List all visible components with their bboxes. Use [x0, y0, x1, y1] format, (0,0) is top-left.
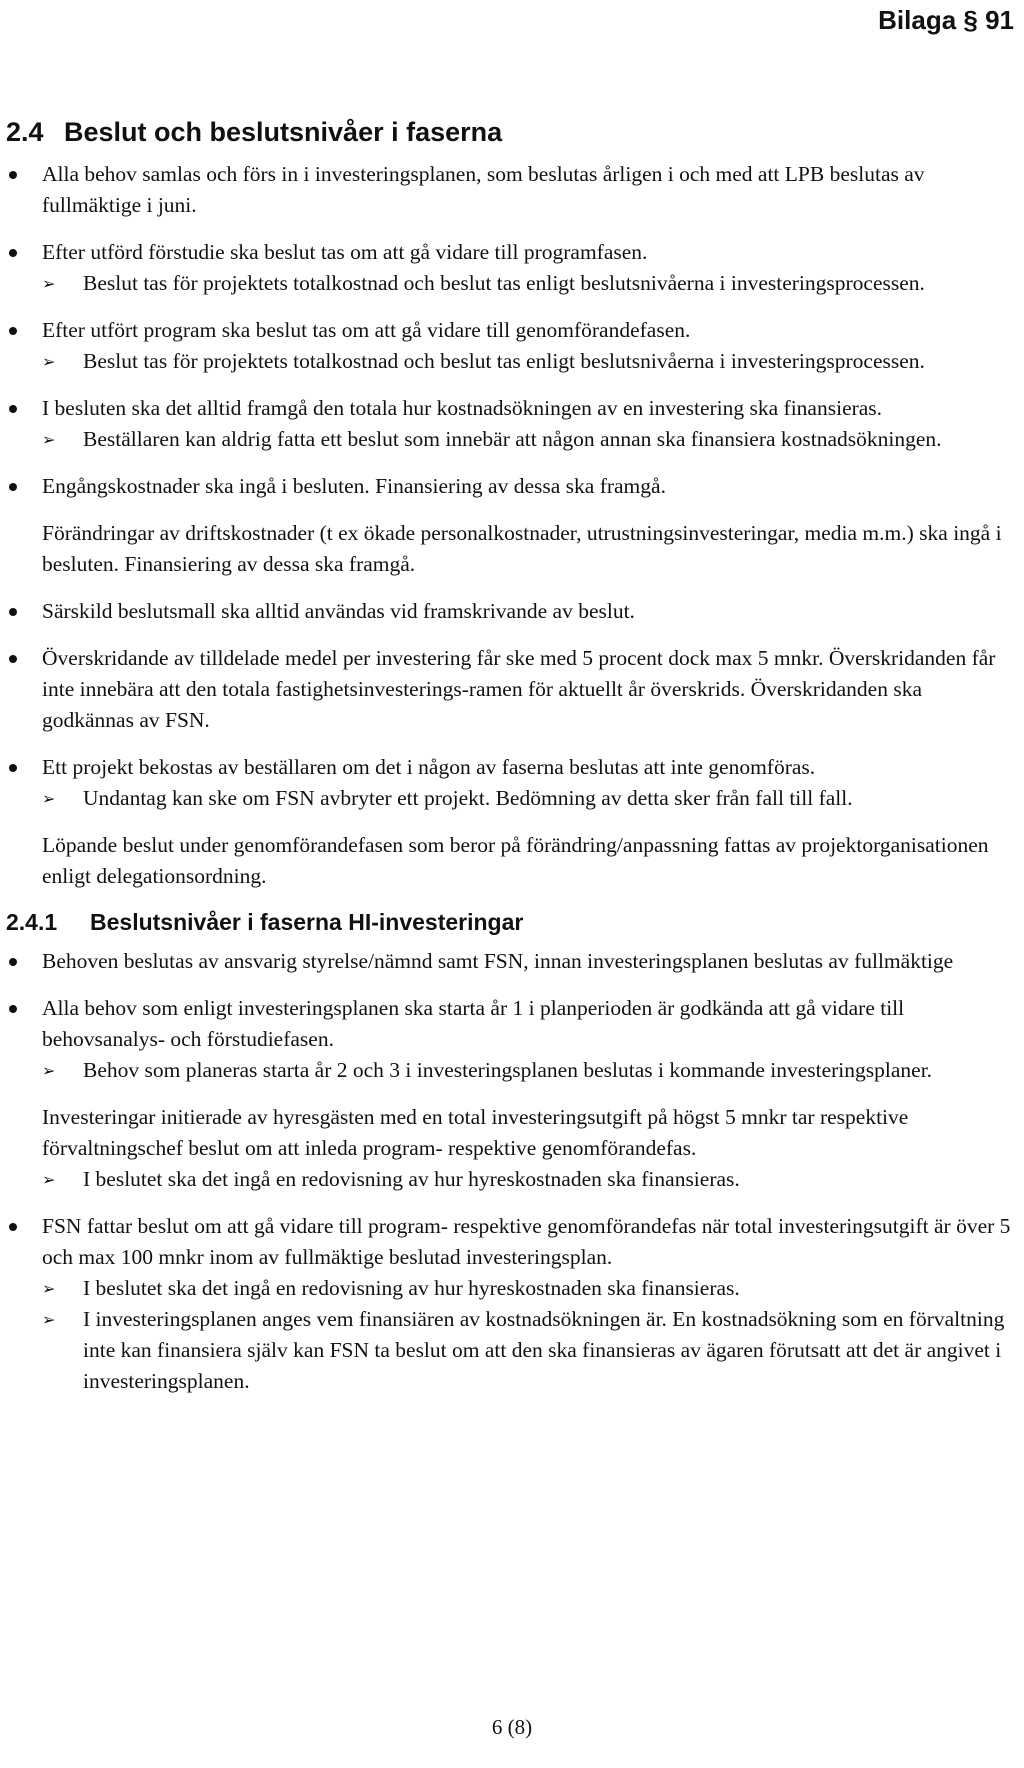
arrow-bullet-icon: ➢ [42, 789, 56, 808]
sub-list-item [0, 268, 1024, 299]
sub-list-item [0, 346, 1024, 377]
arrow-bullet-icon: ➢ [42, 1279, 56, 1298]
paragraph-text: Investeringar initierade av hyresgästen med en total investeringsutgift på högst 5 mnkr tar respektive förvaltningschef beslut om att inleda program- respektive genomförandefas. [42, 1105, 909, 1160]
arrow-bullet-icon: ➢ [42, 430, 56, 449]
sub-list-item-text: Beslut tas för projektets totalkostnad och beslut tas enligt beslutsnivåerna i investeringsprocessen. [83, 349, 925, 373]
list-item-text: I besluten ska det alltid framgå den totala hur kostnadsökningen av en investering ska finansieras. [42, 396, 883, 420]
list-item-text: Alla behov samlas och förs in i investeringsplanen, som beslutas årligen i och med att LPB beslutas av fullmäktige i juni. [42, 162, 925, 217]
list-item-text: Efter utförd förstudie ska beslut tas om att gå vidare till programfasen. [42, 240, 648, 264]
list-item-text: Engångskostnader ska ingå i besluten. Finansiering av dessa ska framgå. [42, 474, 666, 498]
sub-list-item-text: Behov som planeras starta år 2 och 3 i investeringsplanen beslutas i kommande investeringsplaner. [83, 1058, 933, 1082]
bullet-icon [9, 1223, 17, 1231]
section-heading [6, 112, 1024, 152]
list-item-text: Behoven beslutas av ansvarig styrelse/nämnd samt FSN, innan investeringsplanen beslutas av fullmäktige [42, 949, 954, 973]
sub-list-item [0, 424, 1024, 455]
paragraph-text: Förändringar av driftskostnader (t ex ökade personalkostnader, utrustningsinvesteringar, media m.m.) ska ingå i besluten. Finansiering av dessa ska framgå. [42, 521, 1002, 576]
sub-list-item-text: I investeringsplanen anges vem finansiären av kostnadsökningen är. En kostnadsökning som en förvaltning inte kan finansiera själv kan FSN ta beslut om att den ska finansieras av ägaren förutsatt att det är angivet i investeringsplanen. [83, 1307, 1005, 1393]
list-item-text: Alla behov som enligt investeringsplanen ska starta år 1 i planperioden är godkända att gå vidare till behovsanalys- och förstudiefasen. [42, 996, 905, 1051]
arrow-bullet-icon: ➢ [42, 1310, 56, 1329]
bullet-icon [9, 655, 17, 663]
subsection-number: 2.4.1 [6, 909, 58, 935]
sub-list-item [0, 1304, 1024, 1397]
bullet-icon [9, 1005, 17, 1013]
list-item [0, 752, 1024, 783]
paragraph [0, 1102, 1024, 1164]
list-item [0, 596, 1024, 627]
paragraph [0, 830, 1024, 892]
bullet-icon [9, 608, 17, 616]
list-item-text: Särskild beslutsmall ska alltid användas vid framskrivande av beslut. [42, 599, 635, 623]
list-item [0, 237, 1024, 268]
list-item [0, 993, 1024, 1055]
list-item [0, 393, 1024, 424]
sub-list-item [0, 783, 1024, 814]
list-item [0, 643, 1024, 736]
list-item-text: Efter utfört program ska beslut tas om att gå vidare till genomförandefasen. [42, 318, 691, 342]
sub-list-item-text: I beslutet ska det ingå en redovisning av hur hyreskostnaden ska finansieras. [83, 1276, 740, 1300]
sub-list-item [0, 1273, 1024, 1304]
paragraph-text: Löpande beslut under genomförandefasen som beror på förändring/anpassning fattas av projektorganisationen enligt delegationsordning. [42, 833, 989, 888]
list-item [0, 946, 1024, 977]
bullet-icon [9, 958, 17, 966]
section-number: 2.4 [6, 117, 44, 147]
bullet-icon [9, 327, 17, 335]
bullet-icon [9, 249, 17, 257]
bullet-icon [9, 764, 17, 772]
sub-list-item-text: I beslutet ska det ingå en redovisning av hur hyreskostnaden ska finansieras. [83, 1167, 740, 1191]
list-item-text: Överskridande av tilldelade medel per investering får ske med 5 procent dock max 5 mnkr. Överskridanden får inte innebära att den totala fastighetsinvesterings-ramen för aktuellt år överskrids. Överskridanden ska godkännas av FSN. [42, 646, 996, 732]
sub-list-item [0, 1164, 1024, 1195]
sub-list-item-text: Beslut tas för projektets totalkostnad och beslut tas enligt beslutsnivåerna i investeringsprocessen. [83, 271, 925, 295]
list-item [0, 1211, 1024, 1273]
arrow-bullet-icon: ➢ [42, 1061, 56, 1080]
bullet-icon [9, 171, 17, 179]
subsection-heading [6, 904, 1024, 940]
list-item [0, 471, 1024, 502]
sub-list-item [0, 1055, 1024, 1086]
list-item [0, 159, 1024, 221]
arrow-bullet-icon: ➢ [42, 274, 56, 293]
bullet-icon [9, 405, 17, 413]
appendix-label: Bilaga § 91 [878, 5, 1014, 35]
bullet-icon [9, 483, 17, 491]
paragraph [0, 518, 1024, 580]
arrow-bullet-icon: ➢ [42, 1170, 56, 1189]
page-number: 6 (8) [491, 1715, 533, 1739]
document-body [0, 112, 1024, 1397]
arrow-bullet-icon: ➢ [42, 352, 56, 371]
sub-list-item-text: Beställaren kan aldrig fatta ett beslut som innebär att någon annan ska finansiera kostnadsökningen. [83, 427, 942, 451]
section-title: Beslut och beslutsnivåer i faserna [64, 117, 503, 147]
sub-list-item-text: Undantag kan ske om FSN avbryter ett projekt. Bedömning av detta sker från fall till fall. [83, 786, 853, 810]
list-item [0, 315, 1024, 346]
list-item-text: FSN fattar beslut om att gå vidare till program- respektive genomförandefas när total investeringsutgift är över 5 och max 100 mnkr inom av fullmäktige beslutad investeringsplan. [42, 1214, 1011, 1269]
subsection-title: Beslutsnivåer i faserna HI-investeringar [90, 909, 524, 935]
list-item-text: Ett projekt bekostas av beställaren om det i någon av faserna beslutas att inte genomföras. [42, 755, 816, 779]
